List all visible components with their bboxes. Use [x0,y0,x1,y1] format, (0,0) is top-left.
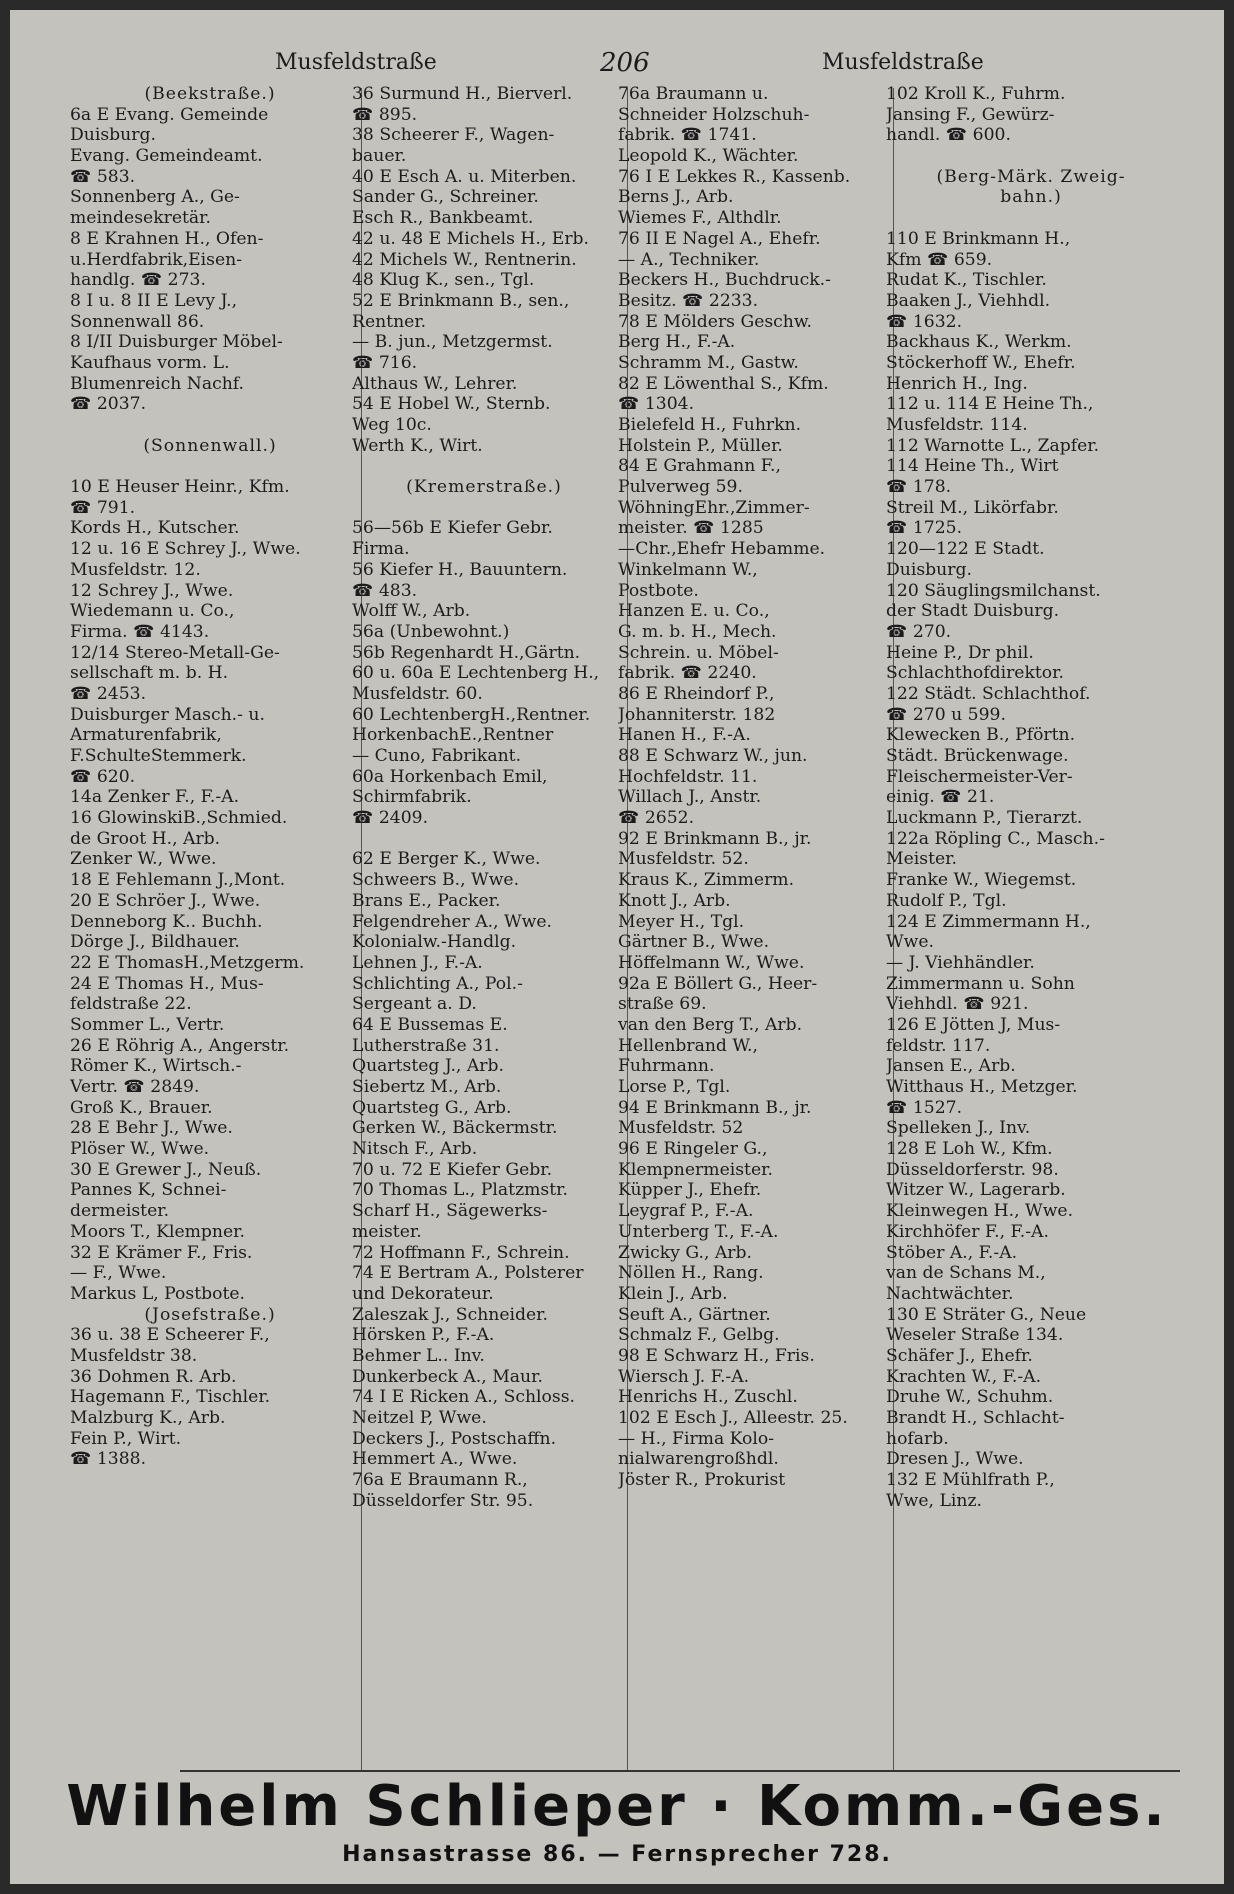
directory-entry-line: ☎ 2037. [70,394,147,415]
directory-entry-line: Scharf H., Sägewerks- [352,1201,548,1222]
directory-entry-line: Hanzen E. u. Co., [618,601,770,622]
directory-entry-line: 56—56b E Kiefer Gebr. [352,518,553,539]
directory-entry-line: Luckmann P., Tierarzt. [886,808,1083,829]
directory-entry-line: Wwe, Linz. [886,1490,982,1511]
directory-entry-line: 94 E Brinkmann B., jr. [618,1097,812,1118]
directory-entry-line: Fuhrmann. [618,1056,715,1077]
directory-entry-line: 28 E Behr J., Wwe. [70,1118,233,1139]
footer-divider [180,1770,1180,1772]
directory-entry-line: ☎ 2453. [70,683,147,704]
directory-entry-line: 102 Kroll K., Fuhrm. [886,84,1066,104]
directory-entry-line: Denneborg K.. Buchh. [70,911,263,932]
directory-entry-line: u.Herdfabrik,Eisen- [70,249,243,270]
directory-entry-line: 60 u. 60a E Lechtenberg H., [352,663,600,684]
directory-entry-line: Felgendreher A., Wwe. [352,911,553,932]
directory-entry-line: 128 E Loh W., Kfm. [886,1139,1053,1160]
directory-entry-line: Lehnen J., F.-A. [352,952,483,973]
directory-entry-line: Hagemann F., Tischler. [70,1387,271,1408]
directory-entry-line: Markus L, Postbote. [70,1283,246,1304]
directory-entry-line: Berg H., F.-A. [618,332,736,353]
directory-entry-line: Schmalz F., Gelbg. [618,1325,780,1346]
directory-entry-line: Lutherstraße 31. [352,1035,500,1056]
directory-entry-line [352,829,616,850]
directory-entry-line: 122 Städt. Schlachthof. [886,683,1091,704]
directory-entry-line: Jöster R., Prokurist [618,1470,786,1491]
directory-entry-line: Sonnenwall 86. [70,311,205,332]
directory-entry-line: WöhningEhr.,Zimmer- [618,497,810,518]
directory-entry-line: meindesekretär. [70,208,211,229]
directory-entry-line: 32 E Krämer F., Fris. [70,1242,253,1263]
directory-entry-line: 42 Michels W., Rentnerin. [352,249,577,270]
directory-entry-line: ☎ 2409. [352,808,429,829]
directory-entry-line: —Chr.,Ehefr Hebamme. [618,539,826,560]
directory-entry-line: Quartsteg G., Arb. [352,1097,512,1118]
directory-entry-line: Deckers J., Postschaffn. [352,1428,557,1449]
directory-entry-line: feldstr. 117. [886,1035,991,1056]
directory-entry-line: Druhe W., Schuhm. [886,1387,1054,1408]
directory-entry-line: (Kremerstraße.) [406,477,562,498]
directory-entry-line: Berns J., Arb. [618,187,734,208]
directory-entry-line: Gerken W., Bäckermstr. [352,1118,558,1139]
directory-entry-line: und Dekorateur. [352,1283,494,1304]
directory-entry-line: meister. ☎ 1285 [618,518,764,539]
directory-entry-line: 26 E Röhrig A., Angerstr. [70,1035,290,1056]
directory-entry-line: Klempnermeister. [618,1159,773,1180]
directory-entry-line: 86 E Rheindorf P., [618,683,775,704]
advert-address: Hansastrasse 86. — Fernsprecher 728. [342,1842,892,1867]
directory-entry-line: 12/14 Stereo-Metall-Ge- [70,642,280,663]
directory-entry-line: Baaken J., Viehhdl. [886,290,1051,311]
directory-entry-line: handlg. ☎ 273. [70,270,206,291]
directory-entry-line: Holstein P., Müller. [618,435,783,456]
directory-entry-line: 92a E Böllert G., Heer- [618,973,818,994]
directory-entry-line: Fein P., Wirt. [70,1428,182,1449]
directory-entry-line: Wiersch J. F.-A. [618,1366,750,1387]
directory-entry-line: Wwe. [886,932,935,953]
directory-entry-line: Schlichting A., Pol.- [352,973,523,994]
directory-entry-line: Malzburg K., Arb. [70,1408,226,1428]
column-3 [618,84,884,1876]
directory-entry-line: Willach J., Anstr. [618,787,762,808]
directory-entry-line: Sergeant a. D. [352,994,477,1015]
directory-entry-line: 112 u. 114 E Heine Th., [886,394,1094,415]
directory-entry-line: Sommer L., Vertr. [70,1014,225,1035]
directory-entry-line: Esch R., Bankbeamt. [352,208,534,229]
directory-entry-line: Höffelmann W., Wwe. [618,952,805,973]
directory-entry-line: Witthaus H., Metzger. [886,1077,1078,1097]
directory-entry-line: meister. [352,1221,422,1242]
directory-entry-line: fabrik. ☎ 1741. [618,125,757,146]
directory-entry-line: 16 GlowinskiB.,Schmied. [70,808,288,829]
directory-entry-line: Rudolf P., Tgl. [886,890,1007,911]
directory-entry-line: Wolff W., Arb. [352,601,471,622]
directory-entry-line: Blumenreich Nachf. [70,373,244,394]
directory-entry-line: Musfeldstr 38. [70,1345,198,1366]
directory-entry-line: Franke W., Wiegemst. [886,870,1077,891]
directory-entry-line: Duisburg. [70,125,156,146]
directory-entry-line: Knott J., Arb. [618,890,731,911]
directory-entry-line: handl. ☎ 600. [886,125,1011,146]
directory-entry-line: Seuft A., Gärtner. [618,1304,771,1325]
directory-entry-line: 74 E Bertram A., Polsterer [352,1263,584,1284]
directory-entry-line: bahn.) [1000,187,1062,208]
directory-entry-line [70,415,350,436]
directory-entry-line: 36 Dohmen R. Arb. [70,1366,237,1387]
directory-entry-line: Hellenbrand W., [618,1035,758,1056]
directory-entry-line: ☎ 716. [352,352,418,373]
directory-entry-line: 130 E Sträter G., Neue [886,1304,1087,1325]
advert-footer [10,1770,1224,1880]
directory-entry-line: 24 E Thomas H., Mus- [70,973,264,994]
directory-entry-line: Meyer H., Tgl. [618,911,745,932]
directory-entry-line: ☎ 270 u 599. [886,704,1006,725]
directory-entry-line: Kolonialw.-Handlg. [352,932,517,953]
directory-entry-line: Nöllen H., Rang. [618,1263,764,1284]
directory-entry-line: — J. Viehhändler. [886,952,1035,973]
directory-entry-line: Fleischermeister-Ver- [886,766,1073,787]
directory-entry-line: 76a E Braumann R., [352,1470,528,1491]
directory-entry-line: Pannes K, Schnei- [70,1180,227,1201]
directory-entry-line: Backhaus K., Werkm. [886,332,1072,353]
directory-entry-line: Armaturenfabrik, [70,725,222,746]
directory-entry-line: 76a Braumann u. [618,84,769,104]
directory-entry-line [886,146,1176,167]
directory-entry-line: 48 Klug K., sen., Tgl. [352,270,535,291]
directory-entry-line: Düsseldorferstr. 98. [886,1159,1059,1180]
directory-entry-line: dermeister. [70,1201,170,1222]
directory-entry-line: Schneider Holzschuh- [618,104,810,125]
directory-entry-line: 8 I u. 8 II E Levy J., [70,290,238,311]
directory-entry-line: Duisburger Masch.- u. [70,704,265,725]
directory-entry-line: Klewecken B., Pförtn. [886,725,1076,746]
directory-entry-line: 54 E Hobel W., Sternb. [352,394,551,415]
directory-entry-line: Dörge J., Bildhauer. [70,932,240,953]
directory-entry-line: 74 I E Ricken A., Schloss. [352,1387,576,1408]
directory-entry-line: Quartsteg J., Arb. [352,1056,504,1077]
directory-entry-line: 88 E Schwarz W., jun. [618,746,808,766]
directory-entry-line: Jansing F., Gewürz- [886,104,1055,125]
directory-entry-line: Neitzel P, Wwe. [352,1408,487,1428]
directory-entry-line: Kirchhöfer F., F.-A. [886,1221,1049,1242]
directory-entry-line: 38 Scheerer F., Wagen- [352,125,555,146]
directory-entry-line: 70 Thomas L., Platzmstr. [352,1180,568,1201]
directory-entry-line: van den Berg T., Arb. [618,1014,803,1035]
directory-entry-line: Henrichs H., Zuschl. [618,1387,798,1408]
directory-entry-line: Winkelmann W., [618,559,758,580]
directory-entry-line: van de Schans M., [886,1263,1046,1284]
directory-entry-line: Musfeldstr. 52 [618,1118,744,1139]
directory-entry-line: Pulverweg 59. [618,477,743,498]
directory-entry-line: (Josefstraße.) [144,1304,276,1325]
directory-entry-line: de Groot H., Arb. [70,828,221,849]
directory-entry-line: Schrein. u. Möbel- [618,642,779,663]
directory-entry-line: ☎ 483. [352,580,418,601]
directory-entry-line: Nitsch F., Arb. [352,1139,478,1160]
directory-entry-line: Siebertz M., Arb. [352,1077,502,1097]
directory-entry-line: — A., Techniker. [618,249,760,270]
directory-entry-line: Henrich H., Ing. [886,373,1028,394]
directory-entry-line [70,456,350,477]
directory-entry-line: Stöckerhoff W., Ehefr. [886,352,1076,373]
directory-entry-line: Bielefeld H., Fuhrkn. [618,415,802,435]
directory-entry-line: Zaleszak J., Schneider. [352,1304,548,1325]
directory-entry-line: 98 E Schwarz H., Fris. [618,1345,815,1366]
directory-entry-line: Rentner. [352,311,427,332]
directory-entry-line: Duisburg. [886,559,972,580]
page-header [10,46,1224,86]
directory-entry-line: 56 Kiefer H., Bauuntern. [352,559,568,580]
directory-entry-line: ☎ 1725. [886,518,963,539]
header-street-left: Musfeldstraße [275,50,437,75]
directory-entry-line: Brandt H., Schlacht- [886,1408,1065,1428]
directory-entry-line: Schirmfabrik. [352,787,472,808]
directory-entry-line: straße 69. [618,994,707,1015]
directory-entry-line: Kaufhaus vorm. L. [70,352,230,373]
directory-entry-line: 84 E Grahmann F., [618,456,781,477]
directory-entry-line: Hanen H., F.-A. [618,725,751,746]
directory-entry-line: feldstraße 22. [70,994,192,1015]
directory-entry-line: sellschaft m. b. H. [70,663,229,684]
directory-entry-line: 8 E Krahnen H., Ofen- [70,228,264,249]
directory-entry-line: Kfm ☎ 659. [886,249,993,270]
directory-entry-line: Besitz. ☎ 2233. [618,290,759,311]
directory-entry-line: Zimmermann u. Sohn [886,973,1075,994]
directory-entry-line: ☎ 620. [70,766,136,787]
directory-entry-line: 92 E Brinkmann B., jr. [618,828,812,849]
directory-entry-line: ☎ 791. [70,497,136,518]
directory-entry-line: Brans E., Packer. [352,890,501,911]
directory-entry-line: Kleinwegen H., Wwe. [886,1201,1074,1222]
directory-entry-line: 78 E Mölders Geschw. [618,311,813,332]
directory-entry-line: Firma. [352,539,410,560]
directory-entry-line: Postbote. [618,580,699,601]
directory-entry-line: Düsseldorfer Str. 95. [352,1490,534,1511]
directory-entry-line: Kords H., Kutscher. [70,518,240,539]
directory-entry-line: Behmer L.. Inv. [352,1345,485,1366]
directory-entry-line: ☎ 1632. [886,311,963,332]
directory-entry-line: — B. jun., Metzgermst. [352,332,553,353]
directory-entry-line: ☎ 1527. [886,1097,963,1118]
directory-entry-line: — F., Wwe. [70,1263,167,1284]
directory-entry-line: 82 E Löwenthal S., Kfm. [618,373,829,394]
directory-entry-line: 56b Regenhardt H.,Gärtn. [352,642,581,663]
directory-entry-line: ☎ 895. [352,104,418,125]
directory-entry-line: Sander G., Schreiner. [352,187,539,208]
directory-entry-line: Hörsken P., F.-A. [352,1325,495,1346]
column-4 [886,84,1176,1876]
directory-entry-line: 124 E Zimmermann H., [886,911,1091,932]
directory-entry-line: — H., Firma Kolo- [618,1428,775,1449]
directory-entry-line: G. m. b. H., Mech. [618,621,777,642]
directory-entry-line: 110 E Brinkmann H., [886,228,1071,249]
directory-entry-line: 22 E ThomasH.,Metzgerm. [70,952,305,973]
directory-entry-line: bauer. [352,146,407,167]
directory-entry-line: 70 u. 72 E Kiefer Gebr. [352,1159,553,1180]
directory-entry-line: der Stadt Duisburg. [886,601,1060,622]
directory-entry-line: Schlachthofdirektor. [886,663,1064,684]
directory-entry-line: Schäfer J., Ehefr. [886,1345,1033,1366]
directory-entry-line: Hemmert A., Wwe. [352,1449,518,1470]
directory-entry-line: Schramm M., Gastw. [618,352,799,373]
directory-entry-line: 120 Säuglingsmilchanst. [886,580,1101,601]
directory-entry-line: Wiemes F., Althdlr. [618,208,782,229]
directory-entry-line: fabrik. ☎ 2240. [618,663,757,684]
directory-entry-line: (Berg-Märk. Zweig- [936,166,1126,187]
directory-entry-line: hofarb. [886,1428,949,1449]
directory-entry-line: 122a Röpling C., Masch.- [886,828,1105,849]
directory-entry-line: 40 E Esch A. u. Miterben. [352,166,577,187]
directory-entry-line: Gärtner B., Wwe. [618,932,770,953]
directory-entry-line: Lorse P., Tgl. [618,1077,731,1097]
directory-entry-line [352,456,616,477]
directory-entry-line: HorkenbachE.,Rentner [352,725,554,746]
directory-entry-line: ☎ 178. [886,477,952,498]
directory-entry-line: Heine P., Dr phil. [886,642,1034,663]
column-2 [352,84,616,1876]
column-1 [70,84,350,1876]
directory-entry-line: 132 E Mühlfrath P., [886,1470,1055,1491]
directory-entry-line: Musfeldstr. 114. [886,415,1028,435]
directory-entry-line: F.SchulteStemmerk. [70,746,247,766]
directory-entry-line: ☎ 1304. [618,394,695,415]
directory-entry-line: Weg 10c. [352,415,432,435]
directory-entry-line: Kraus K., Zimmerm. [618,870,795,891]
directory-entry-line: Krachten W., F.-A. [886,1366,1042,1387]
header-street-right: Musfeldstraße [822,50,984,75]
directory-entry-line: Rudat K., Tischler. [886,270,1047,291]
directory-entry-line: Witzer W., Lagerarb. [886,1180,1066,1201]
directory-entry-line: Klein J., Arb. [618,1283,728,1304]
directory-entry-line: 14a Zenker F., F.-A. [70,787,240,808]
directory-entry-line: Jansen E., Arb. [886,1056,1016,1077]
directory-entry-line: (Sonnenwall.) [143,435,277,456]
directory-entry-line: 18 E Fehlemann J.,Mont. [70,870,286,891]
directory-entry-line: 76 II E Nagel A., Ehefr. [618,228,821,249]
directory-entry-line: 20 E Schröer J., Wwe. [70,890,261,911]
directory-entry-line: Unterberg T., F.-A. [618,1221,779,1242]
directory-entry-line: 126 E Jötten J, Mus- [886,1014,1061,1035]
directory-entry-line: 8 I/II Duisburger Möbel- [70,332,283,353]
directory-entry-line: Meister. [886,849,957,870]
directory-entry-line: 64 E Bussemas E. [352,1014,508,1035]
directory-entry-line: 12 u. 16 E Schrey J., Wwe. [70,539,301,560]
directory-entry-line: 102 E Esch J., Alleestr. 25. [618,1408,848,1428]
directory-entry-line: 72 Hoffmann F., Schrein. [352,1242,570,1263]
advert-company-name: Wilhelm Schlieper · Komm.-Ges. [66,1774,1168,1839]
directory-entry-line: Althaus W., Lehrer. [352,373,518,394]
directory-entry-line: 114 Heine Th., Wirt [886,456,1059,477]
directory-entry-line: Musfeldstr. 12. [70,559,201,580]
directory-entry-line: Firma. ☎ 4143. [70,621,210,642]
directory-entry-line: Dresen J., Wwe. [886,1449,1024,1470]
directory-entry-line: ☎ 583. [70,166,136,187]
directory-entry-line: ☎ 2652. [618,808,695,829]
directory-entry-line: Stöber A., F.-A. [886,1242,1018,1263]
directory-entry-line: 30 E Grewer J., Neuß. [70,1159,262,1180]
directory-entry-line: 36 u. 38 E Scheerer F., [70,1325,270,1346]
directory-entry-line: Städt. Brückenwage. [886,746,1069,766]
directory-entry-line: 120—122 E Stadt. [886,539,1045,560]
directory-entry-line: 96 E Ringeler G., [618,1139,768,1160]
directory-entry-line: Vertr. ☎ 2849. [70,1077,200,1097]
directory-entry-line: Moors T., Klempner. [70,1221,245,1242]
directory-entry-line: Beckers H., Buchdruck.- [618,270,831,291]
directory-entry-line: Evang. Gemeindeamt. [70,146,263,167]
directory-entry-line: (Beekstraße.) [144,84,276,104]
directory-entry-line: Spelleken J., Inv. [886,1118,1031,1139]
directory-entry-line [352,498,616,519]
directory-entry-line: Weseler Straße 134. [886,1325,1064,1346]
directory-entry-line: Sonnenberg A., Ge- [70,187,240,208]
page-number: 206 [600,48,650,78]
directory-entry-line: Römer K., Wirtsch.- [70,1056,242,1077]
directory-entry-line: 112 Warnotte L., Zapfer. [886,435,1100,456]
directory-entry-line: Streil M., Likörfabr. [886,497,1059,518]
directory-entry-line: Wiedemann u. Co., [70,601,235,622]
directory-entry-line: 42 u. 48 E Michels H., Erb. [352,228,590,249]
directory-entry-line: Werth K., Wirt. [352,435,483,456]
directory-entry-line: Dunkerbeck A., Maur. [352,1366,543,1387]
directory-entry-line: Hochfeldstr. 11. [618,766,758,787]
directory-entry-line: nialwarengroßhdl. [618,1449,779,1470]
directory-entry-line [886,208,1176,229]
directory-entry-line: ☎ 270. [886,621,952,642]
directory-entry-line: 56a (Unbewohnt.) [352,621,510,642]
directory-entry-line: Leygraf P., F.-A. [618,1201,754,1222]
directory-entry-line: Nachtwächter. [886,1283,1014,1304]
directory-entry-line: 76 I E Lekkes R., Kassenb. [618,166,851,187]
directory-entry-line: einig. ☎ 21. [886,787,995,808]
directory-entry-line: Leopold K., Wächter. [618,146,799,167]
directory-entry-line: 60a Horkenbach Emil, [352,766,548,787]
directory-entry-line: 60 LechtenbergH.,Rentner. [352,704,591,725]
directory-entry-line: Schweers B., Wwe. [352,870,520,891]
directory-entry-line: ☎ 1388. [70,1449,147,1470]
directory-entry-line: Zwicky G., Arb. [618,1242,752,1263]
directory-entry-line: Groß K., Brauer. [70,1097,213,1118]
directory-entry-line: Musfeldstr. 52. [618,849,749,870]
directory-entry-line: 6a E Evang. Gemeinde [70,104,269,125]
directory-entry-line: Musfeldstr. 60. [352,683,483,704]
directory-entry-line: 62 E Berger K., Wwe. [352,849,541,870]
directory-entry-line: Zenker W., Wwe. [70,849,217,870]
directory-entry-line: Küpper J., Ehefr. [618,1180,762,1201]
directory-entry-line: Viehhdl. ☎ 921. [886,994,1029,1015]
directory-entry-line: 12 Schrey J., Wwe. [70,580,234,601]
directory-entry-line: 10 E Heuser Heinr., Kfm. [70,477,290,498]
directory-entry-line: Johanniterstr. 182 [618,704,776,725]
directory-entry-line: — Cuno, Fabrikant. [352,746,522,766]
directory-entry-line: 36 Surmund H., Bierverl. [352,84,573,104]
directory-entry-line: 52 E Brinkmann B., sen., [352,290,570,311]
directory-entry-line: Plöser W., Wwe. [70,1139,210,1160]
